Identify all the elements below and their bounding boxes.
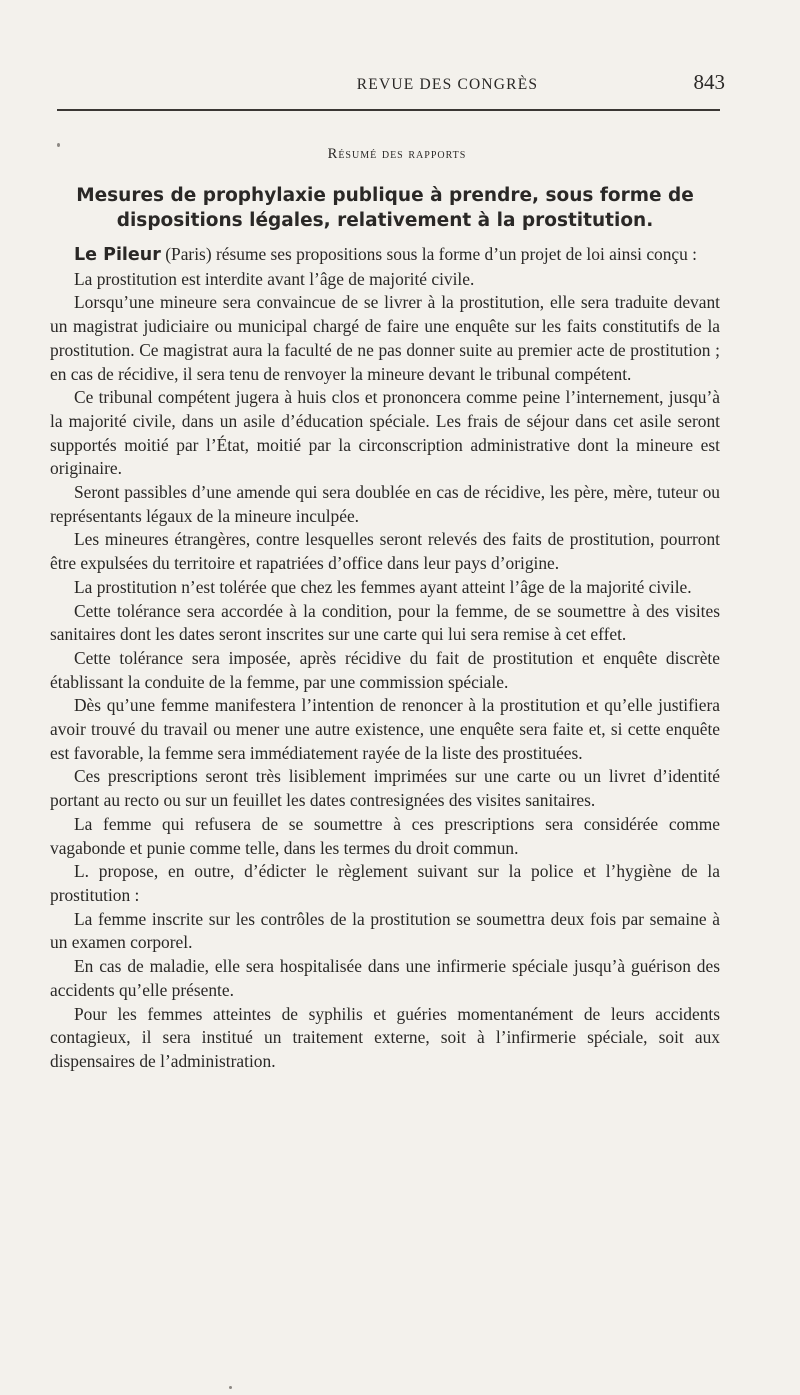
paragraph-10: Ces prescriptions seront très lisiblement imprimées sur une carte ou un livret d’identité portant au recto ou sur un feuillet les dates contresignées des visites sanitaires. bbox=[50, 766, 720, 811]
header-rule bbox=[57, 109, 720, 111]
paragraph-8: Cette tolérance sera imposée, après récidive du fait de prostitution et enquête discrète établissant la conduite de la femme, par une commission spéciale. bbox=[50, 647, 720, 692]
paragraph-14: En cas de maladie, elle sera hospitalisée dans une infirmerie spéciale jusqu’à guérison des accidents qu’elle présente. bbox=[50, 956, 720, 1000]
section-label: Résumé des rapports bbox=[327, 146, 467, 162]
intro-text: (Paris) résume ses propositions sous la forme d’un projet de loi ainsi conçu : bbox=[160, 244, 698, 264]
author-name: Le Pileur bbox=[74, 245, 161, 265]
running-header bbox=[50, 70, 725, 100]
paragraph-6: La prostitution n’est tolérée que chez les femmes ayant atteint l’âge de la majorité civile. bbox=[74, 576, 692, 597]
paragraph-12: L. propose, en outre, d’édicter le règlement suivant sur la police et l’hygiène de la prostitution : bbox=[50, 861, 720, 905]
paragraph-2: Lorsqu’une mineure sera convaincue de se livrer à la prostitution, elle sera traduite devant un magistrat judiciaire ou municipal chargé de faire une enquête sur les faits constitutifs de la prostitution. Ce magistrat aura la faculté de ne pas donner suite au premier acte de prostitution ; en cas de récidive, il sera tenu de renvoyer la mineure devant le tribunal compétent. bbox=[50, 292, 720, 384]
paragraph-11: La femme qui refusera de se soumettre à ces prescriptions sera considérée comme vagabonde et punie comme telle, dans les termes du droit commun. bbox=[50, 813, 720, 858]
paragraph-4: Seront passibles d’une amende qui sera doublée en cas de récidive, les père, mère, tuteur ou représentants légaux de la mineure inculpée. bbox=[50, 482, 720, 526]
paragraph-1: La prostitution est interdite avant l’âge de majorité civile. bbox=[74, 268, 475, 289]
article-headline: Mesures de prophylaxie publique à prendre, sous forme de dispositions légales, relativement à la prostitution. bbox=[76, 185, 694, 231]
page-number: 843 bbox=[693, 70, 725, 94]
print-speck bbox=[229, 1386, 232, 1389]
paragraph-5: Les mineures étrangères, contre lesquelles seront relevés des faits de prostitution, pourront être expulsées du territoire et rapatriées d’office dans leur pays d’origine. bbox=[50, 529, 720, 574]
running-title: REVUE DES CONGRÈS bbox=[356, 76, 539, 93]
paragraph-15: Pour les femmes atteintes de syphilis et guéries momentanément de leurs accidents contagieux, il sera institué un traitement externe, soit à l’infirmerie spéciale, soit aux dispensaires de l’administration. bbox=[50, 1003, 720, 1071]
paragraph-9: Dès qu’une femme manifestera l’intention de renoncer à la prostitution et qu’elle justifiera avoir trouvé du travail ou mener une autre existence, une enquête sera faite et, si cette enquête est favorable, la femme sera immédiatement rayée de la liste des prostituées. bbox=[50, 695, 720, 763]
intro-paragraph bbox=[50, 243, 720, 268]
paragraph-13: La femme inscrite sur les contrôles de la prostitution se soumettra deux fois par semaine à un examen corporel. bbox=[50, 908, 720, 953]
paragraph-7: Cette tolérance sera accordée à la condition, pour la femme, de se soumettre à des visites sanitaires dont les dates seront inscrites sur une carte qui lui sera remise à cet effet. bbox=[50, 600, 720, 645]
paragraph-3: Ce tribunal compétent jugera à huis clos et prononcera comme peine l’internement, jusqu’à la majorité civile, dans un asile d’éducation spéciale. Les frais de séjour dans cet asile seront supportés moitié par l’État, moitié par la circonscription administrative dont la mineure est originaire. bbox=[50, 387, 720, 479]
article-body bbox=[50, 146, 720, 1074]
